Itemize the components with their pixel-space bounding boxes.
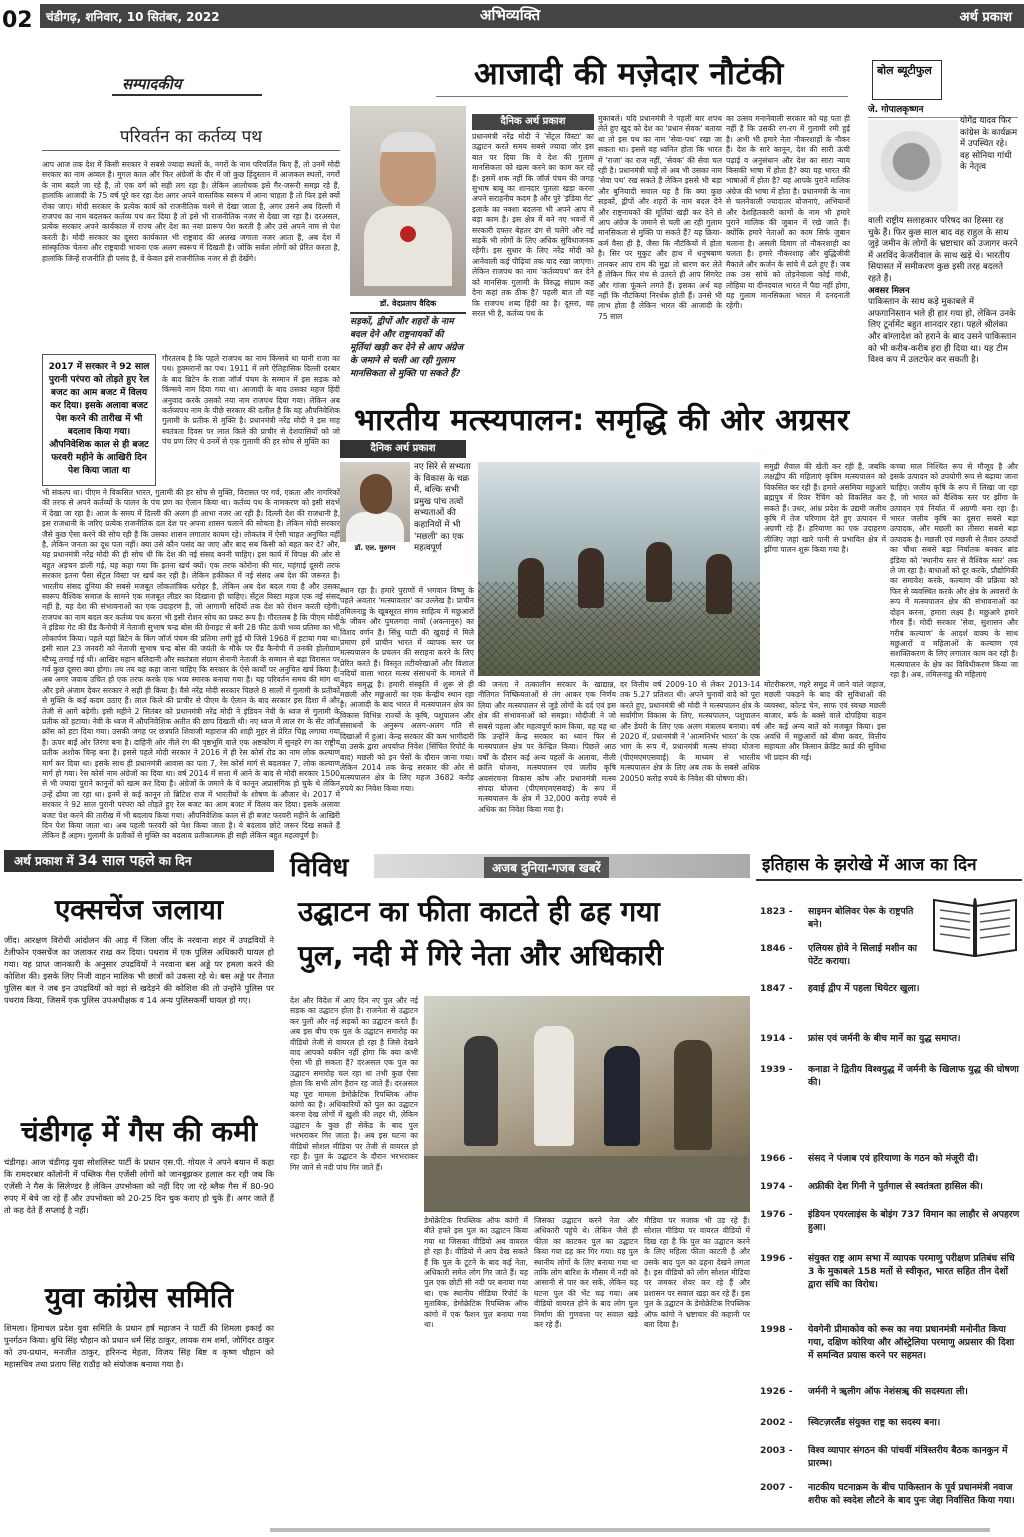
- history-event: स्विटज़रलैंड संयुक्त राष्ट्र का सदस्य बना।: [808, 1416, 941, 1428]
- editorial-column: [42, 60, 340, 841]
- footer-rule: [270, 1528, 990, 1532]
- news-headline: युवा कांग्रेस समिति: [44, 1281, 234, 1314]
- history-year: 1847 -: [760, 983, 793, 995]
- section-header: [4, 850, 274, 872]
- header-text: अर्थ प्रकाश में: [14, 854, 74, 868]
- history-year: 2007 -: [760, 1482, 793, 1493]
- history-event: हवाई द्वीप में पहला थियेटर खुला।: [808, 983, 920, 995]
- byline: दैनिक अर्थ प्रकाश: [472, 114, 594, 130]
- history-event: एलियस होवे ने सिलाई मशीन का पेटेंट कराया।: [808, 942, 918, 967]
- column-author: जे. गोपालकृष्णन: [868, 102, 1018, 118]
- history-event: कनाडा ने द्वितीय विश्वयुद्ध में जर्मनी के खिलाफ युद्ध की घोषणा की।: [808, 1063, 1019, 1088]
- section-title: इतिहास के झरोखे में आज का दिन: [756, 852, 1022, 881]
- history-event: अफ्रीकी देश गिनी ने पुर्तगाल से स्वतंत्रता हासिल की।: [808, 1181, 983, 1193]
- news-text: शिमला। हिमाचल प्रदेश युवा समिति के प्रधान हर्ष महाजन ने पार्टी की शिमला इकाई का पुनर्गठन किया। बुधि सिंह चौहान को प्रधान धर्म सिंह ठाकुर, लायक राम शर्मा, जोगिंदर ठाकुर को उप-प्रधान, मनजीत ठाकुर, हरिनन्द मेहता, विजय सिंह बिष्ट व कृष्ण चौहान को महासचिव तथा प्रताप सिंह राठौड़ को संयोजक बनाया गया है।: [4, 1323, 274, 1369]
- article-headline: पुल, नदी में गिरे नेता और अधिकारी: [298, 939, 664, 972]
- book-icon: [930, 886, 1020, 960]
- article-lead: नए सिरे से सभ्यता के विकास के चक्र में, बल्कि सभी प्रमुख पांच तत्वों सभ्यताओं की कहानियों में भी 'मछली' का एक महत्वपूर्ण: [414, 462, 471, 554]
- article-column: की जनता ने तत्कालीन सरकार के खाद्यान्न, नीतिगत निष्क्रियताओं से तंग आकर एक निर्णय लिया और मत्स्यपालन से जुड़े लोगों के दर्द एवं इस क्षेत्र की संभावनाओं को समझा। मोदीजी ने जो सबसे पहला और महत्वपूर्ण काम किया, वह यह था कि उन्होंने केन्द्र सरकार का ध्यान फिर से मत्स्यपालन क्षेत्र पर केन्द्रित किया। पिछले आठ वर्षों के दौरान कई अन्य पहलों के अलावा, नीली क्रांति योजना, मत्स्यपालन एवं जलीय कृषि अवसंरचना विकास कोष और प्रधानमंत्री मत्स्य संपदा योजना (पीएमएमएसवाई) के रूप में मत्स्यपालन के क्षेत्र में 32,000 करोड़ रुपये से अधिक का निवेश किया गया है।: [478, 680, 616, 814]
- fishermen-photo: [478, 462, 760, 676]
- fisheries-article: [340, 403, 1018, 840]
- vividh-section: [284, 848, 750, 1520]
- article-headline: आजादी की मज़ेदार नौटंकी: [474, 56, 784, 92]
- column-logo: बोल ब्यूटीफुल: [872, 60, 942, 100]
- article-column: दर वित्तीय वर्ष 2009-10 से लेकर 2013-14 तक 5.27 प्रतिशत थी। अपने चुनावों वादे को पूरा करते हुए, प्रधानमंत्री श्री मोदी ने मत्स्यपालन क्षेत्र के सर्वांगीण विकास के लिए, मत्स्यपालन, पशुपालन और डेयरी के लिए एक अलग मंत्रालय बनाया। वर्ष 2020 में, प्रधानमंत्री ने 'आत्मनिर्भर भारत' के एक भाग के रूप में, प्रधानमंत्री मत्स्य संपदा योजना (पीएमएमएसवाई) के माध्यम से भारतीय मत्स्यपालन क्षेत्र के लिए अब तक के सबसे अधिक 20050 करोड़ रुपये के निवेश की घोषणा की।: [620, 680, 760, 783]
- history-year: 1966 -: [760, 1153, 793, 1165]
- section-subtitle: अजब दुनिया-गजब खबरें: [484, 857, 609, 878]
- photo-caption: डॉ. एल. मुरुगन: [354, 544, 396, 552]
- article-column: समुद्री शैवाल की खेती कर रही हैं, जबकि लक्षद्वीप की महिलाएं कृत्रिम मत्स्यपालन को विकसित कर रही हैं। हमारे असमिया मछुआरे ब्रह्मपुत्र में रिवर रैंचिंग को विकसित कर सकते हैं। उधर, आंध्र प्रदेश के उद्यमी जलीय कृषि में तेज परिणाम देते हुए उत्पादन में अग्रणी रहे हैं। हरियाणा का एक उदाहरण लीजिए जहां खारे पानी से प्रभावित क्षेत्र में झींगा पालन शुरू किया गया है।: [764, 462, 886, 555]
- column-subheading: अवसर मिलन: [868, 285, 910, 296]
- news-text: जींद। आरक्षण विरोधी आंदोलन की आड़ में जिला जींद के नरवाना शहर में उपद्रवियों ने टेलीफोन एक्सचेंज का जलाकर राख कर दिया। पथराव में एक पुलिस अधिकारी घायल हो गया। यह प्राप्त जानकारी के अनुसार उपद्रवियों ने नरवाना बस अड्डे पर हमला करने की कोशिश की। इसके लिए निजी वाहन मालिक भी छात्रों को उकसा रहे थे। बस अड्डे पर तैनात पुलिस बल ने जब इन उपद्रवियों को वहां से खदेड़ने की कोशिश की तो उन्होंने पुलिस पर पथराव किया, जिसमें एक पुलिस उपअधीक्षक व 14 अन्य पुलिसकर्मी घायल हो गए।: [4, 935, 274, 1005]
- history-year: 1914 -: [760, 1032, 793, 1044]
- years-ago-section: [4, 850, 274, 1522]
- divider: [42, 150, 340, 151]
- editorial-pull-quote: 2017 में सरकार ने 92 साल पुरानी परंपरा को तोड़ते हुए रेल बजट का आम बजट में विलय कर दिया। इसके अलावा बजट पेश करने की तारीख में भी बदलाव किया गया। औपनिवेशिक काल से ही बजट फरवरी महीने के आखिरी दिन पेश किया जाता था: [42, 354, 156, 486]
- article-column: मीडिया पर मजाक भी उड़ रहे हैं। सोशल मीडिया पर वायरल वीडियो में दिख रहा है कि पुल का उद्घाटन करने के लिए महिला फीता काटती है और उसके बाद पुल का ढहना देखने लगता है। इस वीडियो को लोग सोशल मीडिया पर जमकर शेयर कर रहे हैं और प्रशासन पर सवाल खड़ा कर रहे हैं। इस पुल के उद्घाटन के डेमोक्रेटिक रिपब्लिक ऑफ कांगो ने भ्रष्टाचार की कहानी पर बता दिया है।: [644, 1216, 750, 1330]
- article-column: कच्चा माल निश्चित रूप से मौजूद है और इसके उत्पादन को उपयोगी रूप से बढ़ाया जाना चाहिए। जलीय कृषि के रूप में लिखा जा रहा है, जो भारत को वैश्विक स्तर पर झींगा के उत्पादन एवं निर्यात में अग्रणी बना रहा है। भारत जलीय कृषि का दूसरा सबसे बड़ा उत्पादक, और मछली का तीसरा सबसे बड़ा उत्पादक है। मछली एवं मछली से तैयार उत्पादों का चौथा सबसे बड़ा निर्यातक बनकर ब्रांड इंडिया को 'स्थानीय स्तर से वैश्विक स्तर' तक ले जा रहा है। बाधाओं को दूर करके, प्रौद्योगिकी का समावेश करके, कल्याण की प्रक्रिया को फिर से व्यवस्थित करके और क्षेत्र के अवसरों के रूप में मत्स्यपालन क्षेत्र की संभावनाओं का दोहन करना, हमारा लक्ष्य है। मछुआरे हमारे गौरव हैं। मोदी सरकार 'सेवा, सुशासन और गरीब कल्याण' के आदर्श वाक्य के साथ मछुआरों व महिलाओं के कल्याण एवं सशक्तिकरण के लिए लगातार काम कर रही है। मत्स्यपालन के क्षेत्र का विविधीकरण किया जा रहा है। अब, तमिलनाडु की महिलाएं: [890, 462, 1018, 680]
- portrait-image: [868, 120, 958, 212]
- article-column: जिसका उद्घाटन करने नेता और अधिकारी पहुंचे थे। लेकिन जैसे ही फीता का काटकर पुल का उद्घाटन किया गया ढह कर गिर गया। यह पुल स्थानीय लोगों के लिए बनाया गया था ताकि लोग बारिश के मौसम में नदी को आसानी से पार कर सकें, लेकिन यह घटना पुल की भेंट चढ़ गया। अब वीडियो वायरल होने के बाद लोग पुल निर्माण की गुणवत्ता पर सवाल खड़े कर रहे हैं।: [534, 1216, 638, 1330]
- header-highlight: 34 साल पहले: [77, 853, 155, 869]
- column-paragraph: [868, 216, 1018, 390]
- editorial-paragraph: गौरतलब है कि पहले राजपथ का नाम किंग्सवे था यानी राजा का पथ। हुक्मरानों का पथ। 1911 में लगे ऐतिहासिक दिल्ली दरबार के बाद ब्रिटेन के राजा जॉर्ज पंचम के सम्मान में इस सड़क को किंग्सवे नाम दिया गया था। आजादी के बाद उसका महज हिंदी अनुवाद करके उसको नया नाम राजपथ दिया गया। लेकिन अब कर्तव्यपथ नाम के पीछे सरकार की दलील है कि यह औपनिवेशिक गुलामी के प्रतीक से मुक्ति है। प्रधानमंत्री नरेंद्र मोदी ने इस माह स्वतंत्रता दिवस पर लाल किले की प्राचीर से देशवासियों को जो पंच प्रण लिए थे उनमें से एक गुलामी की हर सोच से मुक्ति का: [162, 354, 340, 447]
- editorial-title: परिवर्तन का कर्तव्य पथ: [119, 127, 263, 147]
- column-paragraph: पाकिस्तान के साथ कड़े मुकाबले में अफगानिस्तान भले ही हार गया हो, लेकिन उनके लिए टूर्नामेंट बहुत शानदार रहा। पहले श्रीलंका और बांग्लादेश को हराने के बाद उसने पाकिस्तान को भी करीब-करीब हरा ही दिया था। यह टीम विश्व कप में उलटफेर कर सकती है।: [868, 297, 1017, 366]
- photo-caption: डॉ. वेदप्रताप वैदिक: [379, 299, 437, 308]
- history-event: जर्मनी ने ॠलीग ऑफ नेशंसॠ की सदस्यता ली।: [808, 1385, 968, 1397]
- newspaper-name: अर्थ प्रकाश: [959, 10, 1012, 25]
- article-headline: भारतीय मत्स्यपालन: समृद्धि की ओर अग्रसर: [354, 403, 850, 438]
- header-text: का दिन: [158, 854, 192, 868]
- section-title: अभिव्यक्ति: [480, 6, 541, 24]
- article-column: का उत्सव मनानेवाली सरकार को यह पता ही नहीं है कि उसकी रग-रग में गुलामी रमी हुई है। अभी भी हमारे नेता नौकरशाहों के नौकर हैं। देश के सारे कानून, देश की सारी ऊंची पढ़ाई व अनुसंधान और देश का सारा न्याय किसकी भाषा में होता है? क्या यह भारत की भाषाओं में होता है? यह आपके पुराने मालिक अंग्रेज की भाषा में होता है। प्रधानमंत्री के नाम से चलनेवाली ज्यादातर योजनाएं, अभियानों और देशहितकारी कामों के नाम भी हमारे पुराने मालिक की जुबान में रखे जाते हैं। क्योंकि हमारे नेताओं का काम सिर्फ जुबान चलाना है। असली दिमाग तो नौकरशाही का चलता है। हमारे नौकरशाह और बुद्धिजीवी मैकाले और कर्जन के सांचे में ढले हुए हैं। जब तक उस सांचे को तोड़नेवाला कोई गांधी, लोहिया या दीनदयाल भारत में पैदा नहीं होगा, यह गुलाम मानसिकता भारत में दनदनाती रहेगी।: [726, 114, 850, 311]
- news-text: चंडीगढ़। आज चंडीगढ़ युवा सोशलिस्ट पार्टी के प्रधान एस.पी. गोयल ने अपने बयान में कहा कि रामदरबार कॉलोनी में पब्लिक गैस एजेंसी लोगों को जानबूझकर हलाल कर रही जब कि एजेंसी ने गैस के सिलेण्डर है लेकिन उपभोक्ता को नहीं दिए जा रहे ब्लैक गैस में 80-90 रुपए में बेचे जा रहे हैं और उपभोक्ता को 20-25 दिन चुक कराए हो चुके हैं। अगर जाते हैं तो कह देते हैं सप्लाई है नहीं।: [4, 1157, 274, 1215]
- author-photo: [340, 462, 410, 542]
- article-column: देश और विदेश में आए दिन नए पुल और नई सड़क का उद्घाटन होता है। राजनेता से उद्घाटन कर पुलों और नई सड़कों का उद्घाटन करते हैं। अब इस बीच एक पुल के उद्घाटन समारोह का वीडियो तेजी से वायरल हो रहा है जिसे देखने वाद आपको यकीन नहीं होगा कि क्या कभी ऐसा भी हो सकता है? दरअसल एक पुल का उद्घाटन समारोह चल रहा था तभी कुछ ऐसा होता कि सभी लोग हैरान रह जाते हैं। दरअसल यह पूरा मामला डेमोक्रेटिक रिपब्लिक ऑफ कांगो का है। अधिकारियों को पुल का उद्घाटन करना देख लोगों में खुशी की लहर थी, लेकिन उद्घाटन के कुछ ही सेकेंड के बाद पुल भरभराकर गिर जाता है। अब इस घटना का वीडियो सोशल मीडिया पर तेजी से वायरल हो रहा है। पुल के उद्घाटन के दौरान भरभराकर गिर जाने से नदी पांच गिर जाते हैं।: [290, 996, 418, 1172]
- byline: दैनिक अर्थ प्रकाश: [340, 440, 466, 458]
- section-tag: विविध: [290, 853, 349, 883]
- history-year: 2003 -: [760, 1444, 793, 1456]
- opinion-article: [340, 48, 858, 390]
- divider: [436, 96, 848, 97]
- editorial-logo: सम्पादकीय: [122, 75, 182, 93]
- header-date: चंडीगढ़, शनिवार, 10 सितंबर, 2022: [46, 10, 220, 24]
- history-event: संसद ने पंजाब एवं हरियाणा के गठन को मंजूरी दी।: [808, 1153, 979, 1165]
- pull-quote: सड़कों, द्वीपों और शहरों के नाम बदल देने और राष्ट्रनायकों की मूर्तियां खड़ी कर देने से आप अंग्रेज के जमाने से चली आ रही गुलाम मानसिकता से मुक्ति पा सकते हैं?: [350, 312, 466, 388]
- history-year: 1846 -: [760, 942, 793, 954]
- history-year: 1939 -: [760, 1063, 793, 1075]
- history-year: 1926 -: [760, 1385, 793, 1397]
- history-year: 1974 -: [760, 1181, 793, 1193]
- history-year: 1976 -: [760, 1209, 793, 1221]
- editorial-paragraph: आप आज तक देश में किसी सरकार ने सबसे ज्यादा स्थलों के, नगरों के नाम परिवर्तित किए हैं, तो उनमें मोदी सरकार का नाम अव्वल है। मुगल काल और फिर अंग्रेजों के दौर में जो कुछ हिंदुस्तान में आजकल स्थलों, नगरों के नाम बदले जा रहे हैं, तो एक वर्ग को सही लग रहा है। लेकिन आलोचक इसे गैर-जरूरी समझ रहे हैं, हालांकि आजादी के 75 वर्ष पूरे कर रहा देश अगर अपने वास्तविक स्वरूप में आना चाहता है तो फिर इसे क्यों रोका जाए। मोदी सरकार के प्रत्येक कार्य को राजनीतिक चश्मे से देखा जाता है, अगर उसने अब दिल्ली में राजपथ का नाम बदलकर कर्तव्य पथ कर दिया है तो इसे भी राजनीतिक नजर से देखा जा रहा है। दरअसल, प्रत्येक सरकार अपने कार्यकाल में राज्य और देश का नया प्रारूप पेश करती है और उसे अपने नाम से पेश करती है। मोदी सरकार का दूसरा कार्यकाल भी राष्ट्रवाद की अलख जगाता नजर आता है, अब देश में सांस्कृतिक चेतना और राष्ट्रवादी भावना एक अलग स्वरूप में दिखती है। जोकि सर्वतः लोगों को प्रेरित करता है, हालांकि जिन्हें राजनीति ही पसंद है, वे केवल इसे राजनीतिक नजर से ही देखेंगे।: [42, 160, 340, 263]
- history-event: फ्रांस एवं जर्मनी के बीच मार्ने का युद्ध समाप्त।: [808, 1032, 961, 1044]
- history-year: 1998 -: [760, 1323, 793, 1335]
- history-event: संयुक्त राष्ट्र आम सभा में व्यापक परमाणु परीक्षण प्रतिबंध संधि 3 के मुकाबले 158 मतों से स्वीकृत, भारत सहित तीन देशों द्वारा संधि का विरोध।: [808, 1252, 1015, 1290]
- editorial-paragraph: भी संकल्प था। पीएम ने विकसित भारत, गुलामी की हर सोच से मुक्ति, विरासत पर गर्व, एकता और नागरिकों की तरफ से अपने कर्तव्यों के पालन के पंच प्रण का ऐलान किया था। कर्तव्य पथ के नामकरण को इसी संदर्भ में देखा जा रहा है। आज के समय में दिल्ली की अलग ही आभा नजर आ रही है। दिल्ली देश की राजधानी है, इस राजधानी के जरिए प्रत्येक राजनीतिक दल देश पर अपना शासन चलाने की सोचता है। लेकिन मोदी सरकार जैसे कुछ ऐसा करने की सोच रही है कि उसका शासन लगातार कायम रहे। लोकतंत्र में ऐसी चाहत अनुचित नहीं है, लेकिन जनता का दूध पता नहीं। क्या उसे कौन पसंद का जाए और बाद सब किसी को बहत कर दे? और, यह प्रधानमंत्री नरेंद्र मोदी की ही सोच थी कि देश की नई संसद बननी चाहिए। इस कार्य में विपक्ष की ओर से बहुत अड़चन डाली गई, यह कहा गया कि इतना खर्च क्यों। एक तरफ कोरोना की मार, महंगाई दूसरी तरफ सरकार इतना पैसा सेंट्रल विस्टा पर खर्च कर रही है। लेकिन हकीकत में नई संसद अब देश की जरूरत है। भारतीय संसद दुनिया की सबसे मजबूत लोकतांत्रिक धरोहर है, लेकिन अब देश बदल गया है और उसका स्वरूप वैश्विक समाज के सामने एक मजबूत लीडर का दिखाना ही चाहिए। सेंट्रल विस्टा महज एक नई संसद नहीं है, यह देश की संभावनाओं का एक उदाहरण है, जो आगामी सदियों तक देश को रोशन करती रहेगी। राजपथ का नाम बदल कर कर्तव्य पथ करना भी इसी रोशन सोच का प्रकट रूप है। गौरतलब है कि पीएम मोदी ने इंडिया गेट की ग्रैंड कैनोपी में नेताजी सुभाष चन्द्र बोस की ग्रेनाइट से बनी 28 फीट ऊंची भव्य प्रतिमा का भी लोकार्पण किया। पहले यहां ब्रिटेन के किंग जॉर्ज पंचम की प्रतिमा लगी हुई थी जिसे 1968 में हटाया गया था। इसी साल 23 जनवरी को नेताजी सुभाष चन्द्र बोस की जयंती के मौके पर ग्रैंड कैनोपी में उनकी होलोग्राम स्टैच्यू लगाई गई थी। आखिर महान बलिदानी और स्वतंत्रता संग्राम सेनानी नेताजी के सम्मान से बड़ा विरासत पर गर्व कुछ दूसरा क्या होगा। तय तय यह कहा जाना चाहिए कि सरकार के ऐसे कार्यों पर अनुचित खर्च किया है। अब अगर जवाब उचित हो एक तरफ करके एक भव्य स्मारक बनाया गया है। यह परिवर्तन समय की मांग था और इसे अंजाम देकर सरकार ने सही ही किया है। वैसे नरेंद्र मोदी सरकार पिछले 8 सालों में गुलामी के प्रतीकों से मुक्ति के कई कदम उठाए हैं। लाल किले की प्राचीर से पीएम के ऐलान के बाद सरकार इस दिशा में और तेजी से आगे बढ़ेगी। इसी महीने 2 सितंबर को प्रधानमंत्री नरेंद्र मोदी ने इंडियन नेवी के ध्वज से गुलामी के प्रतीक को हटाया। नेवी के ध्वज में औपनिवेशिक अतीत की छाप दिखती थी। नए ध्वज में लाल रंग के सेंट जॉर्ज क्रॉस को हटा दिया गया। उसकी जगह पर छत्रपति शिवाजी महाराज की शाही मुहर से प्रेरित चिह्न लगाया गया है। ऊपर बाईं ओर तिरंगा बना है। दाहिनी ओर नीले रंग की पृष्ठभूमि वाले एक अष्टकोण में सुनहरे रंग का राष्ट्रीय प्रतीक अशोक चिन्ह बना है। इससे पहले मोदी सरकार ने 2016 में ही रेस कोर्स रोड का नाम लोक कल्याण मार्ग कर दिया था। इसके साथ ही प्रधानमंत्री आवास का पता 7, रेस कोर्स मार्ग से बदलकर 7, लोक कल्याण मार्ग हो गया। रेस कोर्स नाम अंग्रेजों का दिया था। वर्ष 2014 में सत्ता में आने के बाद से मोदी सरकार 1500 से भी ज्यादा पुराने कानूनों को खत्म कर दिया है। अंग्रेजों के जमाने के ये कानून अप्रासंगिक हो चुके थे लेकिन उन्हें ढोया जा रहा था। इनमें से कई कानून तो ब्रिटिश राज में भारतीयों के शोषण के औजार थे। 2017 में सरकार ने 92 साल पुरानी परंपरा को तोड़ते हुए रेल बजट का आम बजट में विलय कर दिया। इसके अलावा बजट पेश करने की तारीख में भी बदलाव किया गया। औपनिवेशिक काल से ही बजट फरवरी महीने के आखिरी दिन पेश किया जाता था। अब पहली फरवरी को पेश किया जाता है। ये बदलाव छोटे जरूर दिख सकते हैं लेकिन हैं अहम। गुलामी के प्रतीकों से मुक्ति का बदलाव प्रतीकात्मक ही सही लेकिन बहुत महत्वपूर्ण है।: [42, 488, 340, 841]
- article-column: प्रधानमंत्री नरेंद्र मोदी ने 'सेंट्रल विस्टा' का उद्घाटन करते समय सबसे ज्यादा जोर इस बात पर दिया कि वे देश की गुलाम मानसिकता को खत्म करने का काम कर रहे हैं। इसमें शक नहीं कि जॉर्ज पंचम की जगह सुभाष बाबू का शानदार पुतला खड़ा करना अपने सराहनीय कदम है और पुरे 'इंडिया गेट' इलाके का नक्शा बदलना भी अपने आप में बड़ा काम है। इस क्षेत्र में बने नए भवनों में सरकारी दफ्तर बेहतर ढंग से चलेंगे और नई सड़कें भी लोगों के लिए अधिक सुविधाजनक रहेंगी। इस सुधार के लिए नरेंद्र मोदी को आनेवाली कई पीढ़ियां तक याद रखा जाएगा। लेकिन राजपथ का नाम 'कर्तव्यपथ' कर देने को मानसिक गुलामी के विरुद्ध संग्राम कह देना कहां तक ठीक है? पहली बात तो यह कि राजपथ शब्द हिंदी का है। दूसरा, वह सरल भी है, कर्तव्य पथ के: [472, 132, 594, 318]
- page-number: 02: [0, 0, 40, 42]
- bridge-collapse-photo: [424, 996, 750, 1212]
- history-year: 2002 -: [760, 1416, 793, 1428]
- logo-underline: [112, 94, 262, 96]
- history-year: 1996 -: [760, 1252, 793, 1264]
- article-headline: उद्घाटन का फीता काटते ही ढह गया: [298, 895, 660, 928]
- history-event: विश्व व्यापार संगठन की पांचवीं मंत्रिस्तरीय बैठक कानकुन में प्रारम्भ।: [808, 1444, 1008, 1469]
- bol-beautiful-column: [868, 60, 1018, 390]
- page-header: [0, 0, 1024, 42]
- history-section: [756, 852, 1022, 1522]
- history-event: नाटकीय घटनाक्रम के बीच पाकिस्तान के पूर्व प्रधानमंत्री नवाज शरीफ को स्वदेश लौटने के बाद पुनः जेद्दा निर्वासित किया गया।: [808, 1482, 1015, 1506]
- author-photo: [350, 106, 466, 296]
- article-column: मुकाबले। यदि प्रधानमंत्री ने पहली बार शपथ लेते हुए खुद को देश का 'प्रधान सेवक' बताया था तो इस पथ का नाम 'सेवा-पथ' रखा जा सकता था। इससे यह ध्वनित होता कि भारत में 'राजा' का राज नहीं, 'सेवक' की सेवा चल रही है। प्रधानमंत्री चाहें तो अब भी उसका नाम 'सेवा पथ' रख सकते हैं लेकिन इससे भी बड़ा और बुनियादी सवाल यह है कि क्या कुछ सड़कों, द्वीपों और शहरों के नाम बदल देने और राष्ट्रनायकों की मूर्तियां खड़ी कर देने से आप अंग्रेज के जमाने से चली आ रही गुलाम मानसिकता से मुक्ति पा सकते हैं? यह क्रिया-कर्म वैसा ही है, जैसा कि नौटंकियों में होता है। सिर पर मुकुट और हाथ में धनुषबाण तानकर आप राम की मुद्रा तो धारण कर लेते हैं लेकिन फिर मंच से उतरते ही आप सिगरेट और गांजा फूंकने लगते हैं। इसका अर्थ यह नहीं कि नौटंकियां निरर्थक होती हैं। उनसे भी लाभ होता है लेकिन भारत की आजादी के 75 साल: [598, 114, 722, 321]
- history-event: साइमन बोलिवर पेरू के राष्ट्रपति बने।: [808, 905, 914, 930]
- article-column: डेमोक्रेटिक रिपब्लिक ऑफ कांगो में बीते हफ्ते इस पुल का उद्घाटन किया गया था जिसका वीडियो अब वायरल हो रहा है। वीडियो में आप देख सकते हैं कि पुल के टूटने के बाद कई नेता, अधिकारी समेत लोग गिर जाते हैं। यह पुल एक छोटी सी नदी पर बनाया गया था। एक स्थानीय मीडिया रिपोर्ट के मुताबिक, डेमोक्रेटिक रिपब्लिक ऑफ कांगो में एक फैशन पुल बनाया गया था।: [424, 1216, 528, 1330]
- column-paragraph: वाली राष्ट्रीय सलाहकार परिषद का हिस्सा रह चुके हैं। फिर कुछ साल बाद वह राहुल के साथ जुड़े जमीन के लोगों के भ्रष्टाचार को उजागर करने में अरविंद केजरीवाल के साथ खड़े थे। भारतीय सियासत में समीकरण कुछ इसी तरह बदलते रहते हैं।: [868, 216, 1018, 284]
- history-event: इंडियन एयरलाइंस के बोइंग 737 विमान का लाहौर से अपहरण हुआ।: [808, 1209, 1020, 1234]
- news-headline: चंडीगढ़ में गैस की कमी: [20, 1115, 258, 1148]
- column-paragraph: योगेंद्र यादव फिर कांग्रेस के कार्यक्रम में उपस्थित रहे। वह सोनिया गांधी के नेतृत्व: [960, 116, 1018, 173]
- article-column: स्थान रहा है। हमारे पुराणों में भगवान विष्णु के पहले अवतार 'मत्स्यावतार' का उल्लेख है। प्राचीन तमिलनाडु के खूबसूरत संगम साहित्य में मछुआरों के जीवन और पुमलगदा नायों (अकनानुरु) का विशद वर्णन है। सिंधु घाटी की खुदाई में मिले प्रमाण हमें प्राचीन भारत में व्यापक स्तर पर मत्स्यपालन के प्रचलन की सराहना करने के लिए प्रेरित करते हैं। विस्तृत तटीयरेखाओं और विशाल नदियों वाला भारत मत्स्य संसाधनों के मामले में बेहद समृद्ध है। हमारी संस्कृति में शुरू से ही मछली और मछुआरों का एक केन्द्रीय स्थान रहा है। आजादी के बाद भारत में मत्स्यपालन क्षेत्र का विकास विभिन्न राज्यों के कृषि, पशुपालन और संसाधनों के अनुरूप अलग-अलग गति से दिखाओं में हुआ। केन्द्र सरकार की कम भागीदारी या उसके द्वारा अपर्याप्त निवेश (सिंचित रिपोर्ट के बाद) मछली को इन पेंसों के दौरान जाना गया। लेकिन 2014 तक केन्द्र सरकार की ओर से मत्स्यपालन क्षेत्र के लिए महज 3682 करोड़ रुपये का निवेश किया गया।: [340, 586, 474, 793]
- history-year: 1823 -: [760, 905, 793, 917]
- news-headline: एक्सचेंज जलाया: [54, 893, 224, 926]
- article-column: मोटरीकरण, गहरे समुद्र में जाने वाले जहाज, मछली पकड़ने के बाद की सुविधाओं की व्यवस्था, कोल्ड चेन, साफ एवं स्वच्छ मछली बाजार, बर्फ के बक्से वाले दोपहिया वाहन और कई अन्य बातें को मजबूत किया। इस अवधि में मछुआरों को बीमा कवर, वित्तीय सहायता और किसान क्रेडिट कार्ड की सुविधा भी प्रदान की गई।: [764, 680, 886, 762]
- history-event: येवगेनी प्रीमाकोव को रूस का नया प्रधानमंत्री मनोनीत किया गया, दक्षिण कोरिया और ऑस्ट्रेलिया परमाणु अप्रसार की दिशा में समन्वित प्रयास करने पर सहमत।: [808, 1323, 1015, 1361]
